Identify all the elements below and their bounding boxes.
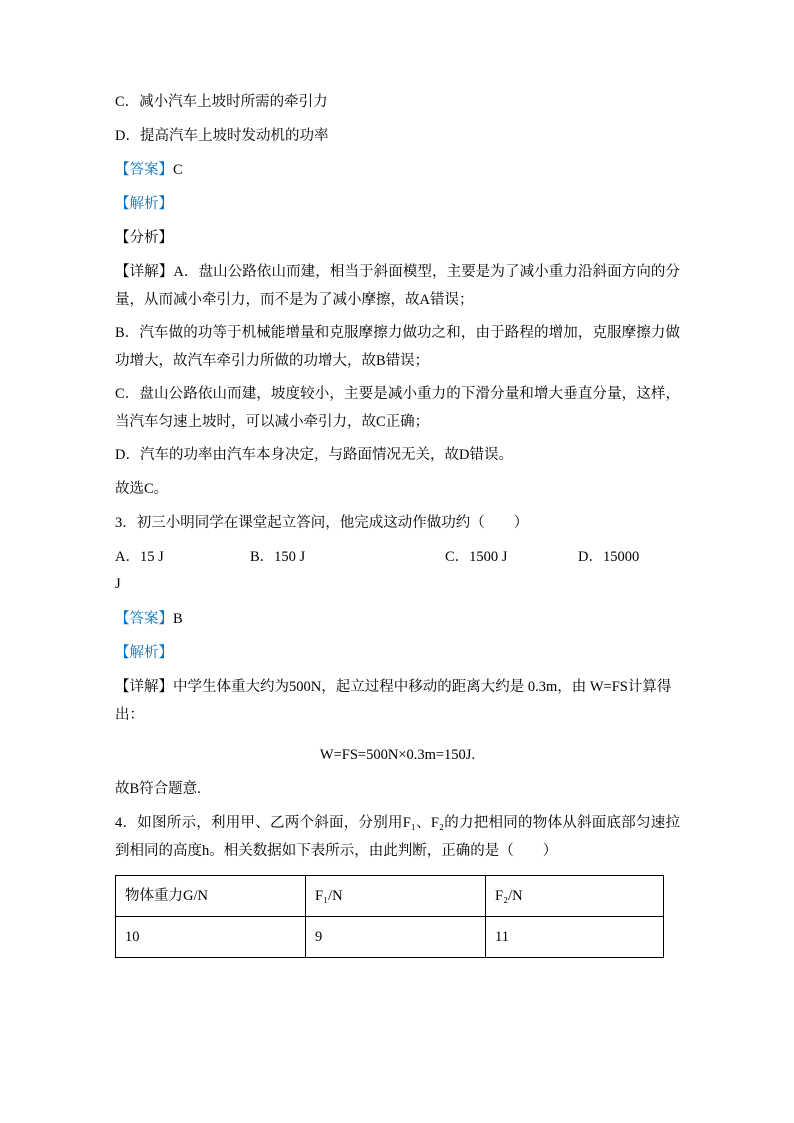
table-header-cell: F₁/N: [306, 876, 486, 917]
q3-option-d-wrap: J: [115, 576, 121, 592]
table-row: [116, 917, 664, 958]
q2-detail-a: 【详解】A．盘山公路依山而建，相当于斜面模型，主要是为了减小重力沿斜面方向的分量，从而减小牵引力，而不是为了减小摩擦，故A错误；: [115, 264, 680, 308]
answer-label: 【答案】: [115, 162, 173, 178]
table-header-row: [116, 876, 664, 917]
q3-option-b: B．150 J: [250, 549, 306, 565]
q2-option-c: C．减小汽车上坡时所需的牵引力: [115, 94, 328, 110]
answer-label: 【答案】: [115, 611, 173, 627]
q2-fenxi-line: [115, 224, 680, 252]
jiexi-label: 【解析】: [115, 645, 173, 661]
q3-options-row: [115, 543, 680, 571]
answer-value: B: [173, 611, 183, 627]
answer-value: C: [173, 162, 183, 178]
q4-data-table: [115, 875, 664, 958]
q3-conclusion: 故B符合题意.: [115, 781, 201, 797]
table-header-cell: 物体重力G/N: [116, 876, 306, 917]
jiexi-label: 【解析】: [115, 196, 173, 212]
q3-option-a: A．15 J: [115, 549, 164, 565]
q2-detail-c: C．盘山公路依山而建，坡度较小，主要是减小重力的下滑分量和增大垂直分量，这样，当汽车匀速上坡时，可以减小牵引力，故C正确；: [115, 386, 680, 430]
q2-detail-b: B．汽车做的功等于机械能增量和克服摩擦力做功之和，由于路程的增加，克服摩擦力做功增大，故汽车牵引力所做的功增大，故B错误；: [115, 325, 680, 369]
q3-stem: 3．初三小明同学在课堂起立答问，他完成这动作做功约（ ）: [115, 515, 529, 531]
q3-option-d: D．15000: [578, 549, 640, 565]
q3-jiexi-line: [115, 639, 680, 667]
table-header-cell: F₂/N: [486, 876, 664, 917]
q3-option-c: C．1500 J: [445, 549, 508, 565]
table-cell: 10: [116, 917, 306, 958]
q2-jiexi-line: [115, 190, 680, 218]
q2-answer-line: [115, 156, 680, 184]
q3-formula: W=FS=500N×0.3m=150J.: [319, 747, 476, 763]
q2-option-d: D．提高汽车上坡时发动机的功率: [115, 128, 329, 144]
q2-detail-d: D．汽车的功率由汽车本身决定，与路面情况无关，故D错误。: [115, 447, 513, 463]
q3-detail: 【详解】中学生体重大约为500N，起立过程中移动的距离大约是 0.3m，由 W=FS计算得出：: [115, 679, 672, 723]
q2-conclusion: 故选C。: [115, 481, 169, 497]
q3-answer-line: [115, 605, 680, 633]
table-cell: 11: [486, 917, 664, 958]
table-cell: 9: [306, 917, 486, 958]
fenxi-label: 【分析】: [115, 230, 173, 246]
q4-stem: 4．如图所示，利用甲、乙两个斜面，分别用F₁、F₂的力把相同的物体从斜面底部匀速拉到相同的高度h。相关数据如下表所示，由此判断，正确的是（ ）: [115, 815, 680, 859]
